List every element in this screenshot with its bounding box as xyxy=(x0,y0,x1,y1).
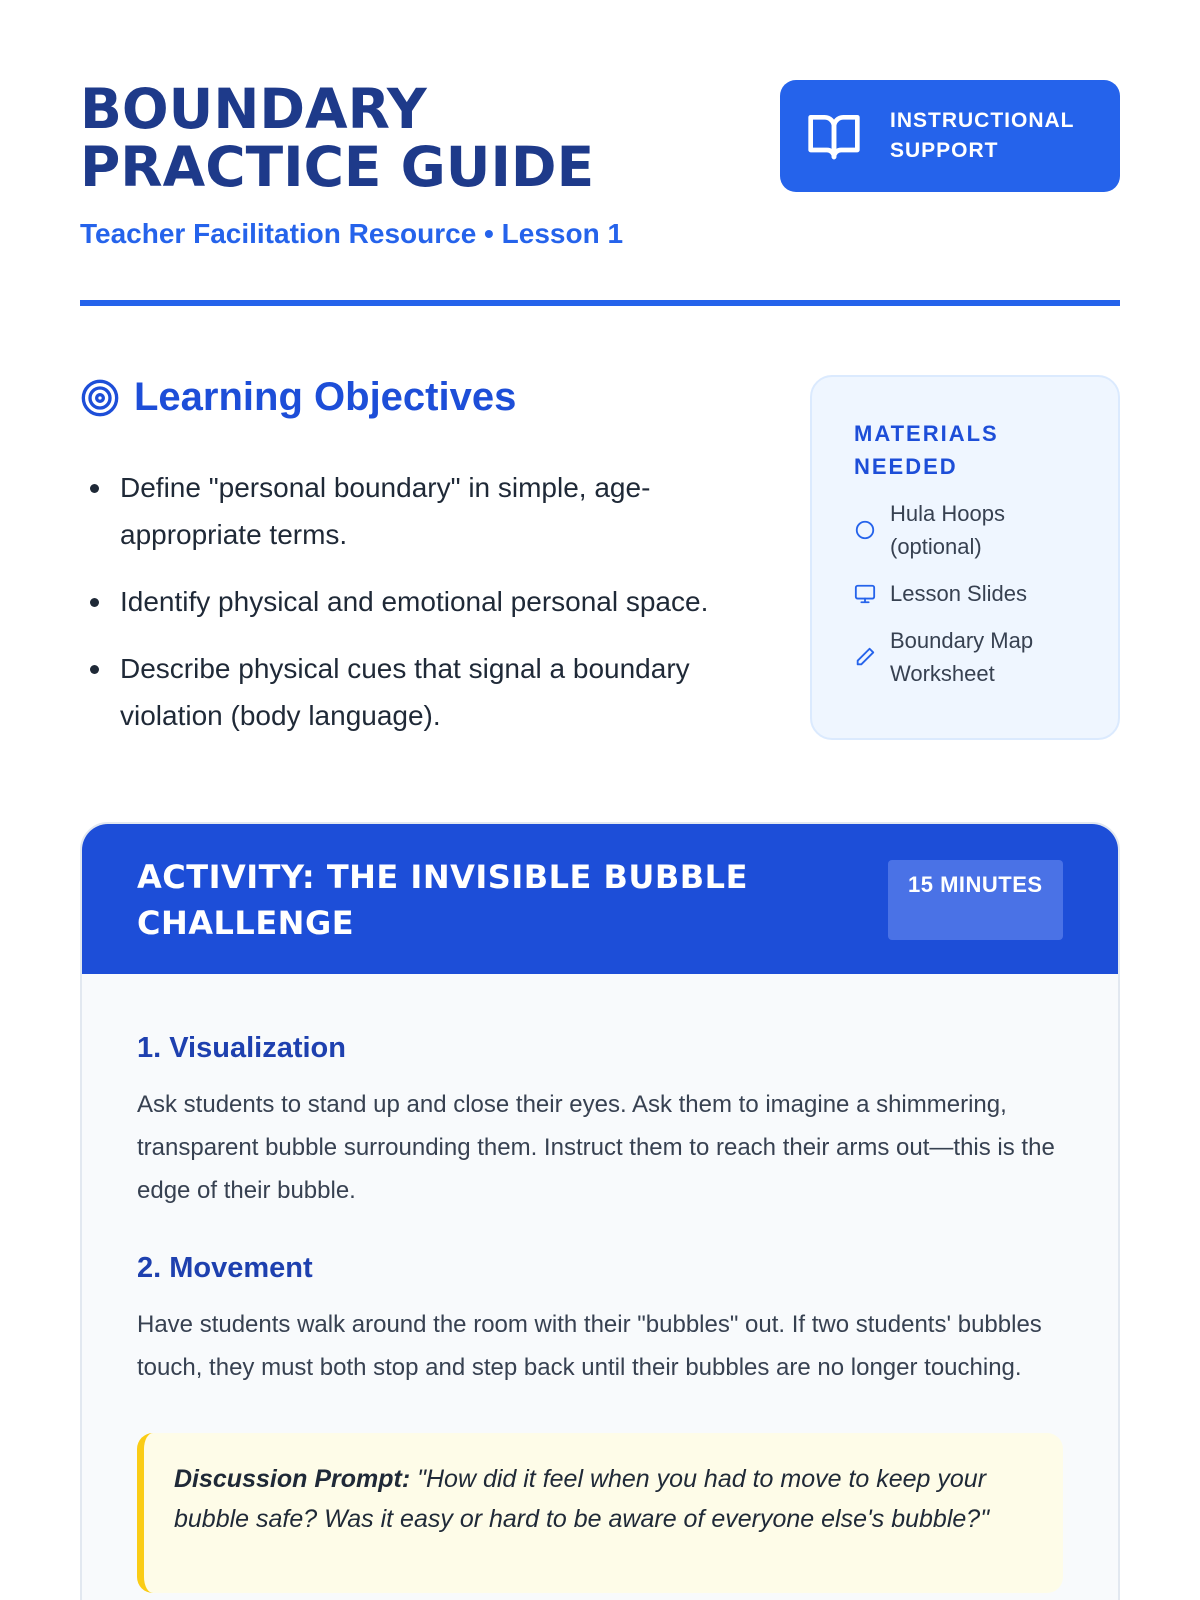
material-label: Lesson Slides xyxy=(890,581,1027,606)
objectives-heading-text: Learning Objectives xyxy=(134,375,517,419)
activity-body xyxy=(82,974,1118,1593)
material-item xyxy=(854,497,1088,563)
circle-icon xyxy=(854,519,876,541)
prompt-label: Discussion Prompt: xyxy=(174,1465,411,1493)
page-subtitle: Teacher Facilitation Resource • Lesson 1 xyxy=(80,218,624,249)
step-title: 1. Visualization xyxy=(137,1032,346,1064)
discussion-prompt xyxy=(137,1433,1063,1593)
objective-item: Define "personal boundary" in simple, age-appropriate terms. xyxy=(80,464,780,558)
material-item xyxy=(854,577,1088,610)
objective-item: Identify physical and emotional personal space. xyxy=(80,578,780,625)
material-item xyxy=(854,624,1088,690)
page-header xyxy=(80,77,1120,305)
learning-objectives-section xyxy=(80,375,780,759)
step-title: 2. Movement xyxy=(137,1252,313,1284)
support-label-line1: INSTRUCTIONAL xyxy=(890,109,1075,132)
page-title: BOUNDARY PRACTICE GUIDE xyxy=(80,77,595,199)
pencil-icon xyxy=(854,646,876,668)
objectives-heading xyxy=(80,375,780,420)
book-open-icon xyxy=(806,108,862,164)
target-icon xyxy=(80,378,120,418)
instructional-support-badge xyxy=(780,80,1120,192)
material-label: Boundary Map Worksheet xyxy=(890,628,1034,686)
materials-title: MATERIALS NEEDED xyxy=(854,421,999,479)
step-text: Ask students to stand up and close their eyes. Ask them to imagine a shimmering, transparent bubble surrounding them. Instruct them to reach their arms out—this is the edge of their bubble. xyxy=(137,1091,1055,1204)
activity-duration-badge: 15 MINUTES xyxy=(888,860,1063,940)
activity-card xyxy=(80,822,1120,1600)
prompt-text: "How did it feel when you had to move to keep your bubble safe? Was it easy or hard to be aware of everyone else's bubble?" xyxy=(174,1465,990,1533)
activity-header xyxy=(82,824,1118,974)
activity-title: ACTIVITY: THE INVISIBLE BUBBLE CHALLENGE xyxy=(137,858,748,942)
support-label xyxy=(890,106,1075,166)
material-label: Hula Hoops (optional) xyxy=(890,501,1005,559)
step-text: Have students walk around the room with their "bubbles" out. If two students' bubbles touch, they must both stop and step back until their bubbles are no longer touching. xyxy=(137,1311,1042,1381)
header-divider xyxy=(80,300,1120,306)
materials-card xyxy=(810,375,1120,740)
monitor-icon xyxy=(854,583,876,605)
objective-item: Describe physical cues that signal a boundary violation (body language). xyxy=(80,645,780,739)
objectives-list xyxy=(80,464,780,739)
support-label-line2: SUPPORT xyxy=(890,139,999,162)
